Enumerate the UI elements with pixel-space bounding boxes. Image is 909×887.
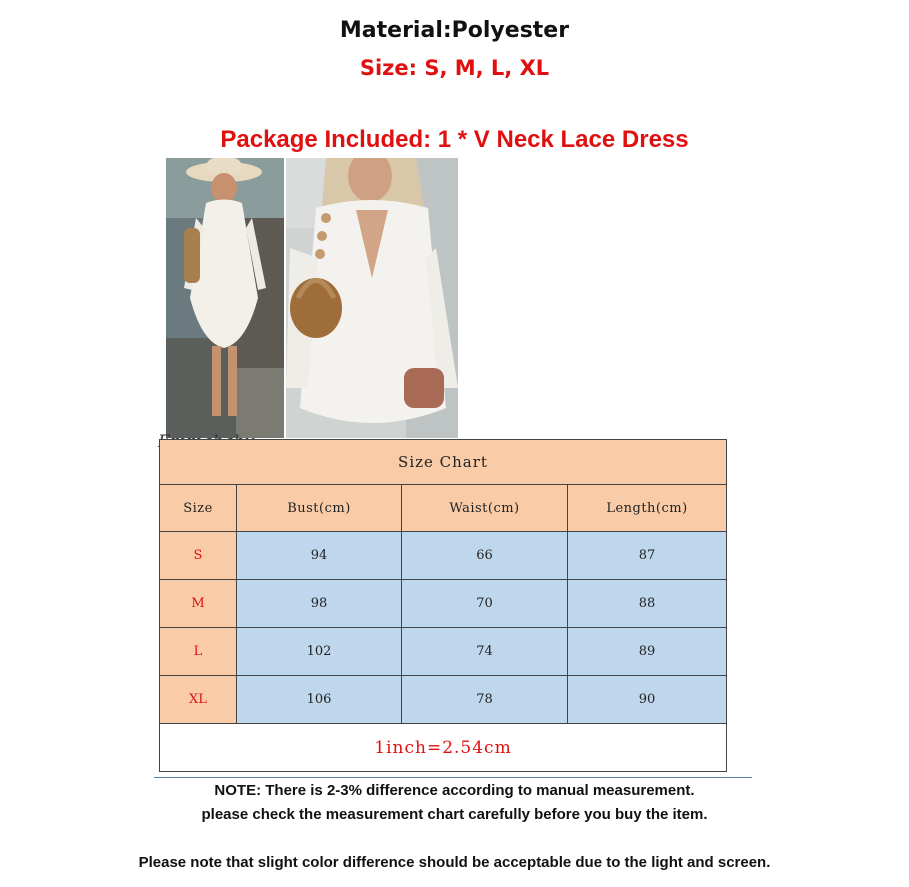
measurement-note: NOTE: There is 2-3% difference according to manual measurement. <box>214 782 695 799</box>
column-header-waist: Waist(cm) <box>402 485 568 532</box>
length-cell: 90 <box>568 676 727 724</box>
inch-conversion-note: 1inch=2.54cm <box>160 724 727 772</box>
size-chart-table <box>159 439 727 772</box>
bust-cell: 106 <box>237 676 402 724</box>
size-cell: L <box>160 628 237 676</box>
check-chart-note: please check the measurement chart carefully before you buy the item. <box>201 806 708 823</box>
size-cell: S <box>160 532 237 580</box>
package-text: Package Included: 1 * V Neck Lace Dress <box>220 126 689 153</box>
product-photo-left <box>166 158 284 438</box>
length-cell: 87 <box>568 532 727 580</box>
bust-cell: 98 <box>237 580 402 628</box>
size-cell: M <box>160 580 237 628</box>
length-cell: 89 <box>568 628 727 676</box>
table-row <box>160 676 727 724</box>
column-header-length: Length(cm) <box>568 485 727 532</box>
size-text: Size: S, M, L, XL <box>359 56 550 80</box>
waist-cell: 66 <box>402 532 568 580</box>
table-row <box>160 628 727 676</box>
size-cell: XL <box>160 676 237 724</box>
bust-cell: 94 <box>237 532 402 580</box>
bust-cell: 102 <box>237 628 402 676</box>
table-row <box>160 532 727 580</box>
column-header-size: Size <box>160 485 237 532</box>
waist-cell: 78 <box>402 676 568 724</box>
color-difference-note: Please note that slight color difference should be acceptable due to the light and screen. <box>138 854 771 871</box>
waist-cell: 74 <box>402 628 568 676</box>
length-cell: 88 <box>568 580 727 628</box>
size-chart-title: Size Chart <box>160 440 727 485</box>
waist-cell: 70 <box>402 580 568 628</box>
table-row <box>160 580 727 628</box>
product-photo-right <box>286 158 458 438</box>
divider-line <box>154 777 752 778</box>
material-text: Material:Polyester <box>339 18 570 43</box>
column-header-bust: Bust(cm) <box>237 485 402 532</box>
